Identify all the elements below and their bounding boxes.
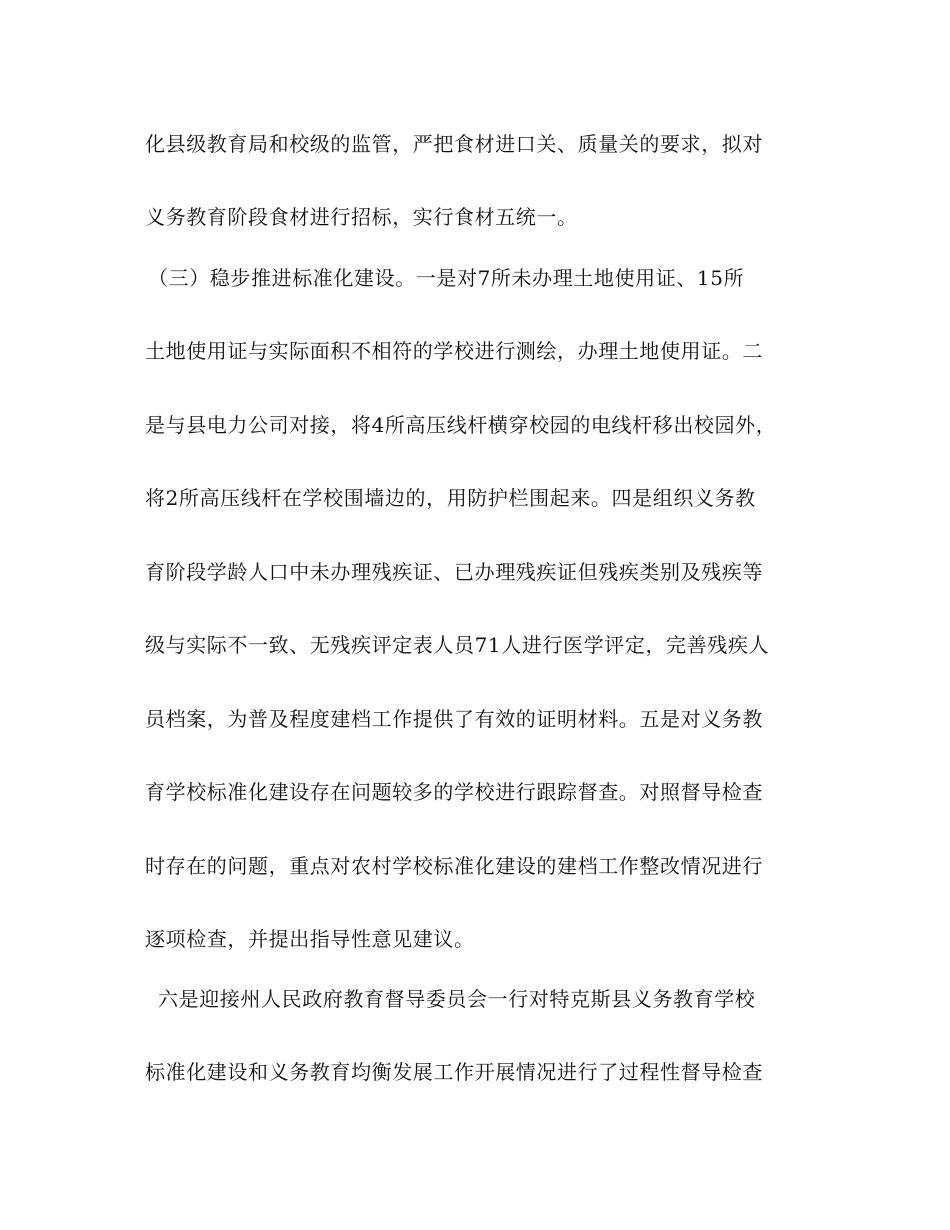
text-line: 时存在的问题，重点对农村学校标准化建设的建档工作整改情况进行 xyxy=(145,854,763,878)
section-heading-line: （三）稳步推进标准化建设。一是对7所未办理土地使用证、15所 xyxy=(148,266,745,290)
text-line: 育学校标准化建设存在问题较多的学校进行跟踪督查。对照督导检查 xyxy=(145,780,763,804)
text-line: 是与县电力公司对接，将4所高压线杆横穿校园的电线杆移出校园外， xyxy=(145,413,777,437)
text-line: 育阶段学龄人口中未办理残疾证、已办理残疾证但残疾类别及残疾等 xyxy=(145,560,763,584)
text-line: 义务教育阶段食材进行招标，实行食材五统一。 xyxy=(145,205,578,229)
text-line: 标准化建设和义务教育均衡发展工作开展情况进行了过程性督导检查 xyxy=(145,1060,763,1084)
paragraph-start-line: 六是迎接州人民政府教育督导委员会一行对特克斯县义务教育学校 xyxy=(158,987,756,1011)
text-line: 将2所高压线杆在学校围墙边的，用防护栏围起来。四是组织义务教 xyxy=(145,486,756,510)
text-line: 员档案，为普及程度建档工作提供了有效的证明材料。五是对义务教 xyxy=(145,707,763,731)
text-line: 逐项检查，并提出指导性意见建议。 xyxy=(145,927,475,951)
text-line: 土地使用证与实际面积不相符的学校进行测绘，办理土地使用证。二 xyxy=(145,339,763,363)
text-line: 化县级教育局和校级的监管，严把食材进口关、质量关的要求，拟对 xyxy=(145,132,763,156)
text-line: 级与实际不一致、无残疾评定表人员71人进行医学评定，完善残疾人 xyxy=(145,633,770,657)
